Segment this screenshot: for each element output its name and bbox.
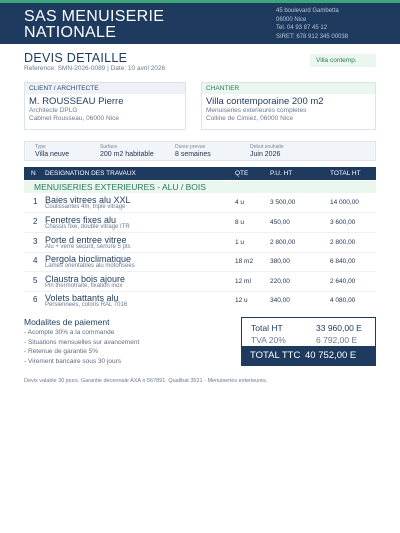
table-header [24, 167, 376, 180]
row-unit-price: 220,00 [270, 278, 290, 285]
info-start-label: Debut souhaite [250, 144, 284, 150]
total-ttc-label: TOTAL TTC [250, 350, 301, 361]
site-card-heading: CHANTIER [202, 83, 375, 94]
total-ttc-value: 40 752,00 E [305, 350, 357, 361]
header-accent-line [0, 0, 400, 3]
row-total: 2 800,00 [330, 239, 356, 246]
row-unit-price: 2 800,00 [270, 239, 296, 246]
row-designation: Volets battants alu [45, 293, 119, 303]
info-start [250, 144, 284, 159]
info-surface-label: Surface [100, 144, 118, 150]
row-total: 14 000,00 [330, 199, 359, 206]
table-row [24, 194, 376, 213]
tva-label: TVA 20% [251, 335, 286, 345]
payment-term-line: - Virement bancaire sous 30 jours [24, 357, 122, 365]
total-ht-value: 33 960,00 E [316, 323, 362, 333]
info-surface [100, 144, 154, 159]
row-designation: Pergola bioclimatique [45, 254, 132, 264]
client-card [24, 82, 186, 130]
client-line2: Cabinet Rousseau, 06000 Nice [29, 115, 119, 122]
row-divider [24, 271, 376, 272]
company-address1: 45 boulevard Gambetta [276, 8, 339, 14]
row-qte: 4 u [235, 199, 245, 206]
row-unit-price: 340,00 [270, 297, 290, 304]
row-detail: Alu + verre securit, serrure 5 pts [45, 244, 131, 250]
info-start-value: Juin 2026 [250, 151, 281, 158]
site-line2: Colline de Cimiez, 06000 Nice [206, 115, 294, 122]
row-number: 6 [33, 295, 38, 304]
payment-term-line: - Acompte 30% a la commande [24, 329, 115, 336]
client-card-heading: CLIENT / ARCHITECTE [25, 83, 185, 94]
document-title: DEVIS DETAILLE [24, 51, 128, 65]
tva-value: 6 792,00 E [316, 335, 358, 345]
table-row [24, 234, 376, 253]
table-row [24, 292, 376, 311]
total-ttc-bar [241, 346, 376, 366]
row-total: 6 840,00 [330, 258, 356, 265]
row-designation: Baies vitrees alu XXL [45, 195, 131, 205]
payment-terms-title: Modalites de paiement [24, 317, 110, 327]
table-row [24, 273, 376, 292]
row-qte: 12 ml [235, 278, 251, 285]
row-designation: Fenetres fixes alu [45, 215, 117, 225]
company-siret: SIRET: 678 912 345 00038 [276, 33, 349, 40]
site-line1: Menuiseries exterieures completes [206, 107, 307, 114]
payment-term-line: - Retenue de garantie 5% [24, 348, 99, 355]
row-qte: 1 u [235, 239, 245, 246]
company-address2: 06000 Nice [276, 16, 307, 23]
row-qte: 8 u [235, 219, 245, 226]
row-number: 3 [33, 237, 38, 246]
row-number: 1 [33, 197, 38, 206]
info-type-value: Villa neuve [35, 151, 70, 158]
row-qte: 12 u [235, 297, 248, 304]
client-line1: Architecte DPLG [29, 107, 78, 114]
total-ht-label: Total HT [251, 323, 283, 333]
header-banner [0, 0, 400, 44]
site-name: Villa contemporaine 200 m2 [206, 96, 324, 107]
info-type [35, 144, 69, 159]
footer-note: Devis valable 30 jours. Garantie decennale AXA n 567891. Qualibat 3521 - Menuiseries exterieures. [24, 378, 268, 384]
row-designation: Porte d entree vitree [45, 235, 127, 245]
row-total: 4 080,00 [330, 297, 356, 304]
col-n: N [31, 170, 36, 177]
row-qte: 18 m2 [235, 258, 254, 265]
row-number: 5 [33, 276, 38, 285]
row-detail: Persiennees, coloris RAL 7016 [45, 302, 128, 308]
row-total: 3 600,00 [330, 219, 356, 226]
table-section-heading: MENUISERIES EXTERIEURES - ALU / BOIS [24, 181, 376, 193]
col-qte: QTE [235, 170, 249, 177]
payment-term-line: - Situations mensuelles sur avancement [24, 338, 140, 346]
company-name-line2: NATIONALE [24, 24, 117, 41]
row-unit-price: 450,00 [270, 219, 290, 226]
company-name [24, 9, 164, 41]
row-number: 4 [33, 256, 38, 265]
row-detail: Lames orientables alu motorisees [45, 263, 135, 269]
company-phone: Tel. 04 93 87 45 12 [276, 25, 328, 31]
row-detail: Pin thermotraite, fixation inox [45, 283, 123, 289]
row-number: 2 [33, 217, 38, 226]
table-row [24, 214, 376, 233]
table-row [24, 253, 376, 272]
document-reference: Reference: SMN-2026-0089 | Date: 10 avril 2026 [24, 65, 166, 72]
row-designation: Claustra bois ajoure [45, 274, 126, 284]
company-name-line1: SAS MENUISERIE [24, 8, 165, 25]
info-surface-value: 200 m2 habitable [100, 151, 154, 158]
info-duration-label: Duree prevue [175, 144, 206, 150]
client-name: M. ROUSSEAU Pierre [29, 96, 124, 107]
col-pu: P.U. HT [270, 170, 293, 177]
payment-terms [24, 317, 224, 366]
info-duration [175, 144, 211, 159]
project-info-bar [24, 141, 376, 161]
info-duration-value: 8 semaines [175, 151, 211, 158]
row-detail: Coulissantes 4m, triple vitrage [45, 204, 126, 210]
col-designation: DESIGNATION DES TRAVAUX [45, 170, 136, 177]
site-card [201, 82, 376, 130]
info-type-label: Type [35, 144, 46, 150]
row-divider [24, 212, 376, 213]
project-badge: Villa contemp. [310, 54, 376, 67]
row-unit-price: 380,00 [270, 258, 290, 265]
row-detail: Chassis fixe, double vitrage ITR [45, 224, 130, 230]
col-total: TOTAL HT [330, 170, 361, 177]
company-contact [276, 7, 348, 41]
row-divider [24, 232, 376, 233]
row-total: 2 640,00 [330, 278, 356, 285]
row-unit-price: 3 500,00 [270, 199, 296, 206]
